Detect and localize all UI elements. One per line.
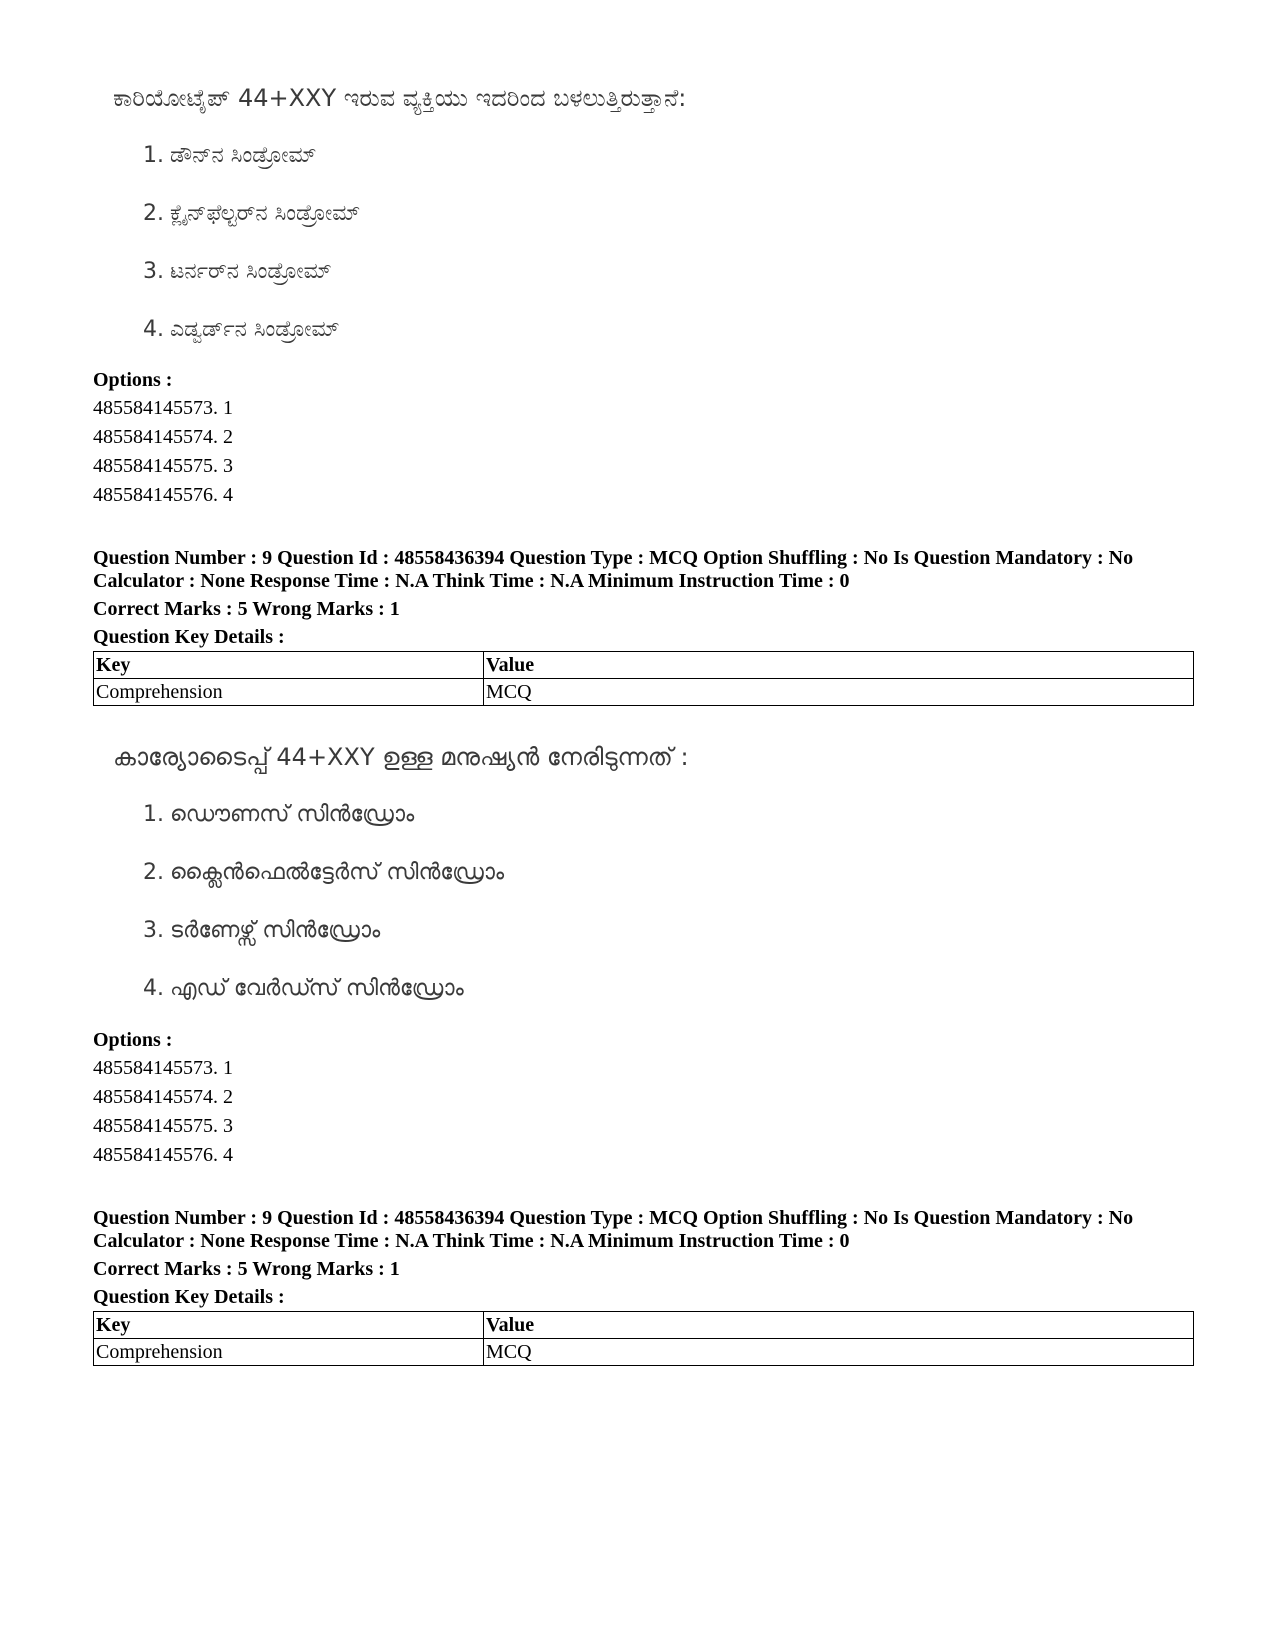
key-details-table [93, 651, 1194, 706]
choice-number: 3. [143, 918, 164, 943]
key-details-heading: Question Key Details : [93, 1286, 285, 1308]
options-heading: Options : [93, 1029, 173, 1051]
question-metadata [93, 547, 1203, 593]
metadata-line-2: Calculator : None Response Time : N.A Think Time : N.A Minimum Instruction Time : 0 [93, 570, 850, 592]
choice-text: ಕ್ಲೈನ್‌ಫೆಲ್ಟರ್‌ನ ಸಿಂಡ್ರೋಮ್ [170, 201, 361, 226]
question-choice [113, 969, 873, 1027]
choice-number: 1. [143, 802, 164, 827]
question-stem: കാര്യോടൈപ്പ് 44+XXY ഉള്ള മനുഷ്യൻ നേരിടുന്നത് : [113, 743, 689, 771]
option-item: 485584145576. 4 [93, 484, 233, 506]
option-item: 485584145575. 3 [93, 455, 233, 477]
key-details-heading: Question Key Details : [93, 626, 285, 648]
choice-text: ಡೌನ್‌ನ ಸಿಂಡ್ರೋಮ್ [170, 143, 317, 168]
table-cell-value: MCQ [484, 1339, 1194, 1366]
question-image-kannada [113, 78, 873, 368]
table-header-row [94, 652, 1194, 679]
options-list [93, 1054, 233, 1170]
table-header-value: Value [484, 1312, 1194, 1339]
table-header-key: Key [94, 1312, 484, 1339]
choice-text: ഡൌണസ് സിൻഡ്രോം [170, 802, 415, 827]
choice-text: എഡ് വേർഡ്സ് സിൻഡ്രോം [170, 976, 464, 1001]
choice-text: ಎಡ್ವರ್ಡ್‌ನ ಸಿಂಡ್ರೋಮ್ [170, 317, 340, 342]
question-choice [113, 911, 873, 969]
question-choice [113, 194, 873, 252]
choice-number: 2. [143, 860, 164, 885]
table-row [94, 1339, 1194, 1366]
question-image-malayalam [113, 737, 873, 1027]
question-choice [113, 795, 873, 853]
choice-text: ടർണേഴ്സ് സിൻഡ്രോം [170, 918, 381, 943]
table-cell-value: MCQ [484, 679, 1194, 706]
option-item: 485584145576. 4 [93, 1144, 233, 1166]
option-item: 485584145574. 2 [93, 426, 233, 448]
question-choice [113, 136, 873, 194]
choice-text: ക്ലൈൻഫെൽട്ടേർസ് സിൻഡ്രോം [170, 860, 505, 885]
options-heading: Options : [93, 369, 173, 391]
choice-text: ಟರ್ನರ್‌ನ ಸಿಂಡ್ರೋಮ್ [170, 259, 332, 284]
choice-number: 3. [143, 259, 164, 284]
table-header-row [94, 1312, 1194, 1339]
table-header-key: Key [94, 652, 484, 679]
metadata-line-2: Calculator : None Response Time : N.A Think Time : N.A Minimum Instruction Time : 0 [93, 1230, 850, 1252]
choice-number: 2. [143, 201, 164, 226]
marks-line: Correct Marks : 5 Wrong Marks : 1 [93, 598, 400, 620]
option-item: 485584145573. 1 [93, 397, 233, 419]
option-item: 485584145575. 3 [93, 1115, 233, 1137]
key-details-table [93, 1311, 1194, 1366]
choice-number: 4. [143, 317, 164, 342]
table-cell-key: Comprehension [94, 1339, 484, 1366]
question-metadata [93, 1207, 1203, 1253]
choice-number: 4. [143, 976, 164, 1001]
metadata-line-1: Question Number : 9 Question Id : 48558436394 Question Type : MCQ Option Shuffling : No Is Question Mandatory : No [93, 1207, 1134, 1229]
options-list [93, 394, 233, 510]
table-header-value: Value [484, 652, 1194, 679]
question-stem: ಕಾರಿಯೋಟೈಪ್ 44+XXY ಇರುವ ವ್ಯಕ್ತಿಯು ಇದರಿಂದ ಬಳಲುತ್ತಿರುತ್ತಾನೆ: [113, 84, 687, 112]
table-cell-key: Comprehension [94, 679, 484, 706]
option-item: 485584145574. 2 [93, 1086, 233, 1108]
question-choice [113, 310, 873, 368]
table-row [94, 679, 1194, 706]
option-item: 485584145573. 1 [93, 1057, 233, 1079]
question-choice [113, 853, 873, 911]
marks-line: Correct Marks : 5 Wrong Marks : 1 [93, 1258, 400, 1280]
question-choice [113, 252, 873, 310]
metadata-line-1: Question Number : 9 Question Id : 48558436394 Question Type : MCQ Option Shuffling : No Is Question Mandatory : No [93, 547, 1134, 569]
choice-number: 1. [143, 143, 164, 168]
